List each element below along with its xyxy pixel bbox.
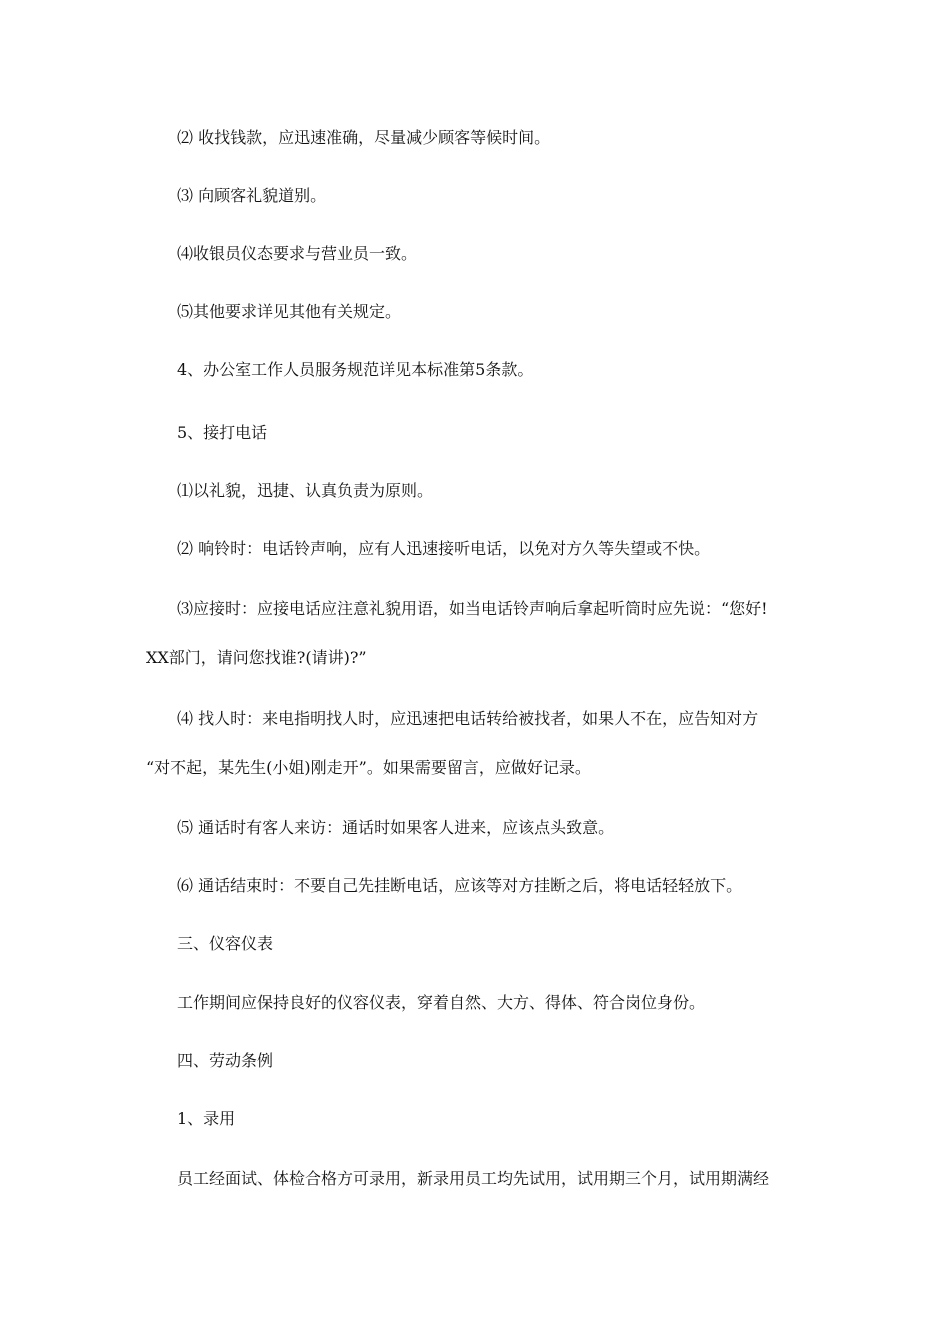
paragraph-appearance: 工作期间应保持良好的仪容仪表，穿着自然、大方、得体、符合岗位身份。	[177, 993, 706, 1012]
paragraph-hiring: 员工经面试、体检合格方可录用，新录用员工均先试用，试用期三个月，试用期满经	[177, 1169, 770, 1188]
heading-phone-calls: 5、接打电话	[177, 423, 268, 442]
paragraph-phone-answer: ⑶应接时：应接电话应注意礼貌用语，如当电话铃声响后拿起听筒时应先说：“您好!	[177, 599, 768, 618]
heading-appearance: 三、仪容仪表	[177, 934, 274, 953]
paragraph-phone-end: ⑹ 通话结束时：不要自己先挂断电话，应该等对方挂断之后，将电话轻轻放下。	[177, 876, 743, 895]
paragraph-cashier-other: ⑸其他要求详见其他有关规定。	[177, 302, 402, 321]
paragraph-cashier-farewell: ⑶ 向顾客礼貌道别。	[177, 186, 327, 205]
paragraph-cashier-change: ⑵ 收找钱款，应迅速准确，尽量减少顾客等候时间。	[177, 128, 551, 147]
paragraph-phone-find-person: ⑷ 找人时：来电指明找人时，应迅速把电话转给被找者，如果人不在，应告知对方	[177, 709, 759, 728]
paragraph-phone-answer-cont: XX部门，请问您找谁?(请讲)?”	[146, 648, 367, 667]
paragraph-cashier-manner: ⑷收银员仪态要求与营业员一致。	[177, 244, 418, 263]
paragraph-phone-principle: ⑴以礼貌，迅捷、认真负责为原则。	[177, 481, 434, 500]
paragraph-phone-ringing: ⑵ 响铃时：电话铃声响，应有人迅速接听电话，以免对方久等失望或不快。	[177, 539, 711, 558]
paragraph-phone-find-person-cont: “对不起，某先生(小姐)刚走开”。如果需要留言，应做好记录。	[146, 758, 591, 777]
paragraph-office-staff: 4、办公室工作人员服务规范详见本标准第5条款。	[177, 360, 534, 379]
heading-hiring: 1、录用	[177, 1109, 236, 1128]
heading-labor-regulations: 四、劳动条例	[177, 1051, 274, 1070]
paragraph-phone-visitor: ⑸ 通话时有客人来访：通话时如果客人进来，应该点头致意。	[177, 818, 615, 837]
